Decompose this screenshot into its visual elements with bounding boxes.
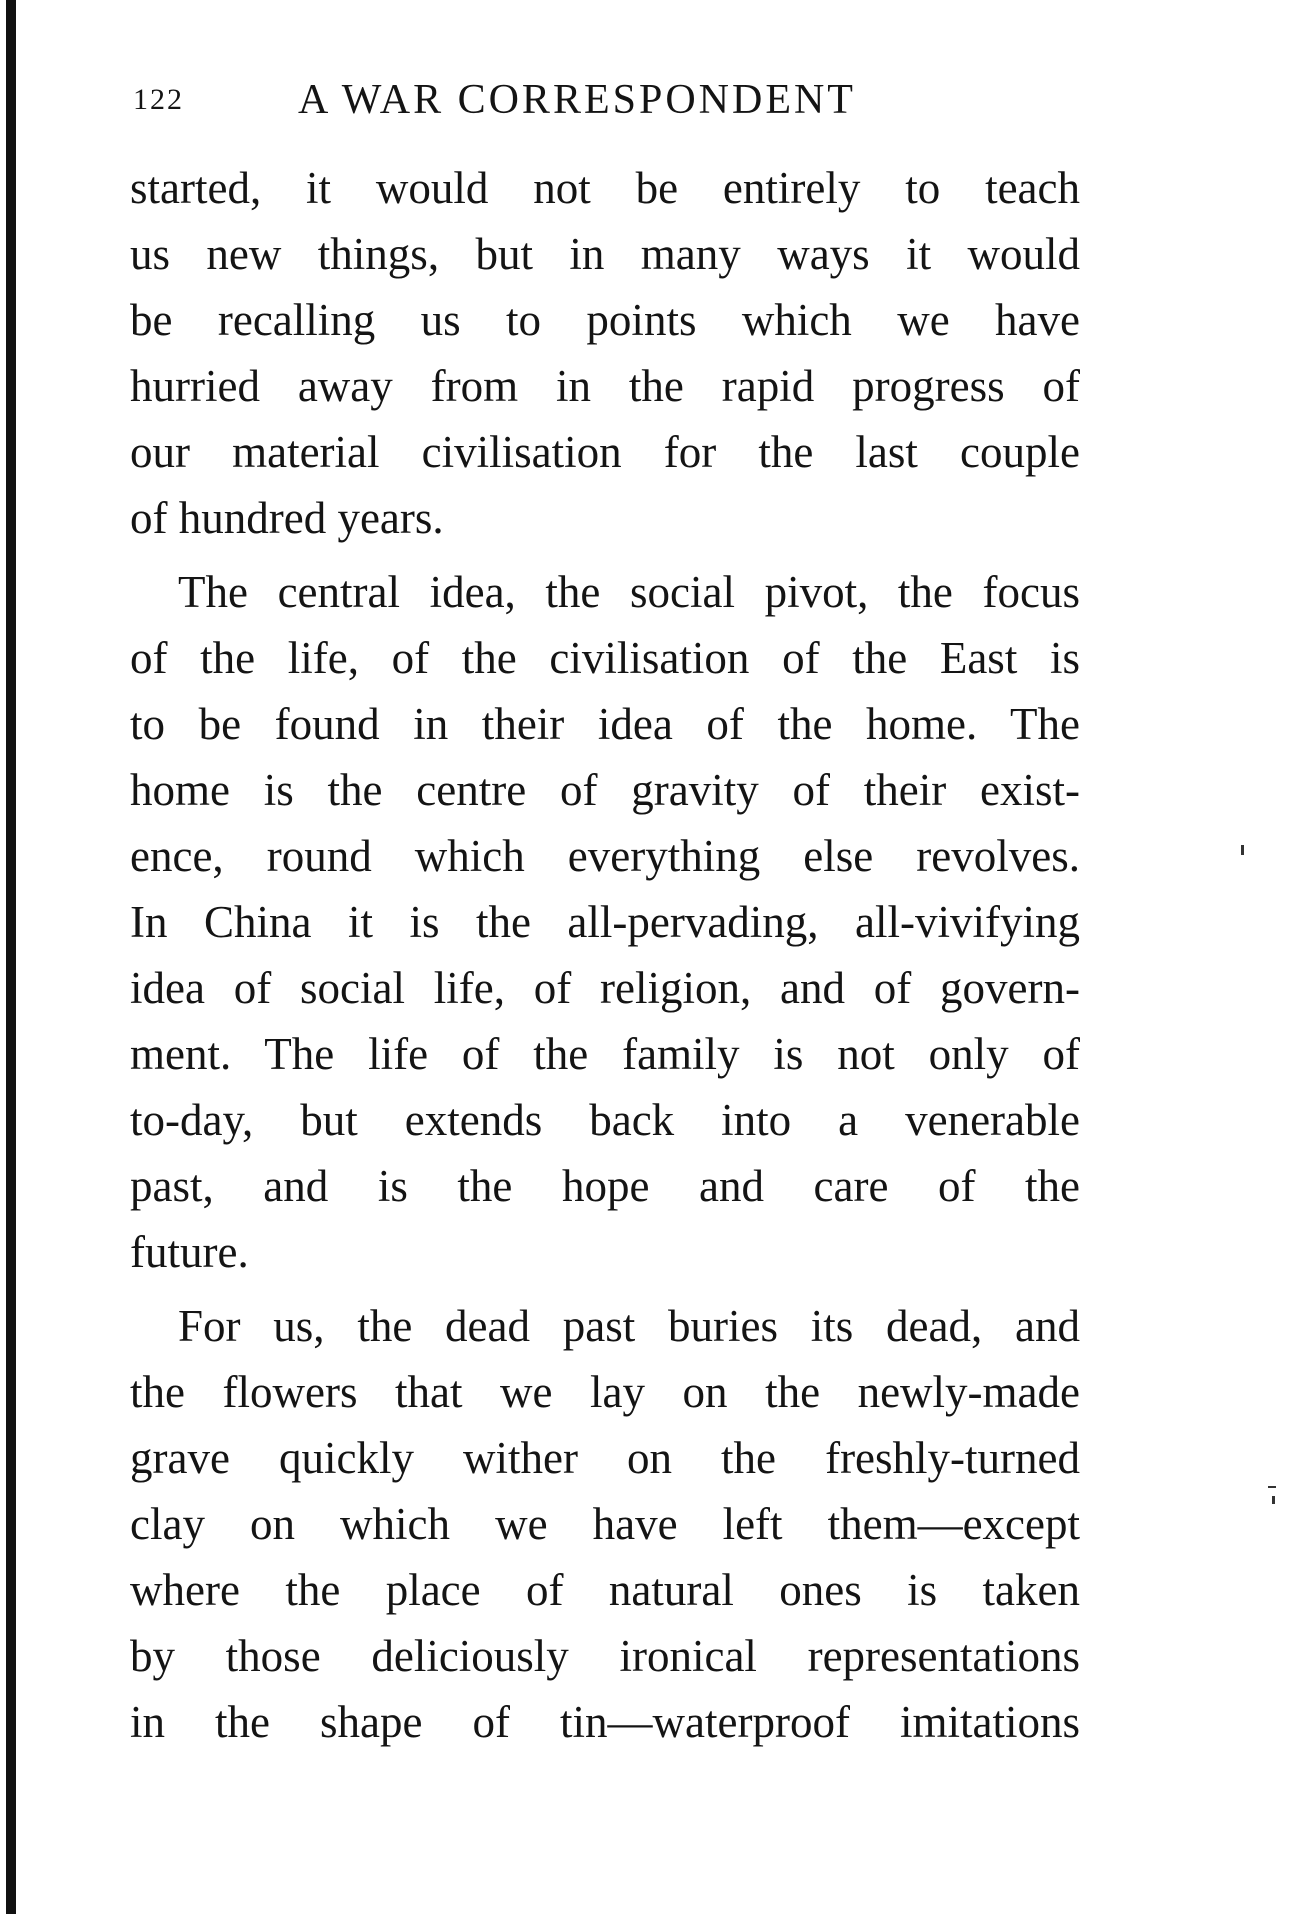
running-title: A WAR CORRESPONDENT: [298, 77, 856, 123]
text-line: in the shape of tin—waterproof imitations: [130, 1697, 1080, 1747]
text-line: home is the centre of gravity of their exist-: [130, 765, 1080, 815]
page-header: [133, 70, 1133, 130]
paragraph-3: [130, 1293, 1080, 1755]
text-line: be recalling us to points which we have: [130, 295, 1080, 345]
text-line: the flowers that we lay on the newly-made: [130, 1367, 1080, 1417]
text-line: of the life, of the civilisation of the East is: [130, 633, 1080, 683]
text-line: In China it is the all-pervading, all-vivifying: [130, 897, 1080, 947]
text-line: our material civilisation for the last couple: [130, 427, 1080, 477]
text-line: where the place of natural ones is taken: [130, 1565, 1080, 1615]
text-line: past, and is the hope and care of the: [130, 1161, 1080, 1211]
paragraph-2: [130, 559, 1080, 1285]
text-line: idea of social life, of religion, and of govern-: [130, 963, 1080, 1013]
text-line: ence, round which everything else revolves.: [130, 831, 1080, 881]
text-line: clay on which we have left them—except: [130, 1499, 1080, 1549]
text-line: future.: [130, 1227, 249, 1277]
text-line: by those deliciously ironical representations: [130, 1631, 1080, 1681]
scan-speck: [1268, 1486, 1276, 1488]
text-line: started, it would not be entirely to teach: [130, 163, 1080, 213]
page-number: 122: [133, 83, 184, 116]
text-line: to be found in their idea of the home. The: [130, 699, 1080, 749]
text-line: of hundred years.: [130, 493, 444, 543]
text-line: us new things, but in many ways it would: [130, 229, 1080, 279]
text-line: grave quickly wither on the freshly-turned: [130, 1433, 1080, 1483]
text-line: The central idea, the social pivot, the focus: [178, 567, 1080, 617]
text-line: For us, the dead past buries its dead, and: [178, 1301, 1080, 1351]
body-text: [130, 155, 1080, 1755]
text-line: ment. The life of the family is not only of: [130, 1029, 1080, 1079]
text-line: to-day, but extends back into a venerable: [130, 1095, 1080, 1145]
paragraph-1: [130, 155, 1080, 551]
scan-speck: [1241, 845, 1244, 855]
scan-speck: [1272, 1496, 1275, 1504]
text-line: hurried away from in the rapid progress of: [130, 361, 1080, 411]
page-binding-edge: [6, 0, 16, 1914]
